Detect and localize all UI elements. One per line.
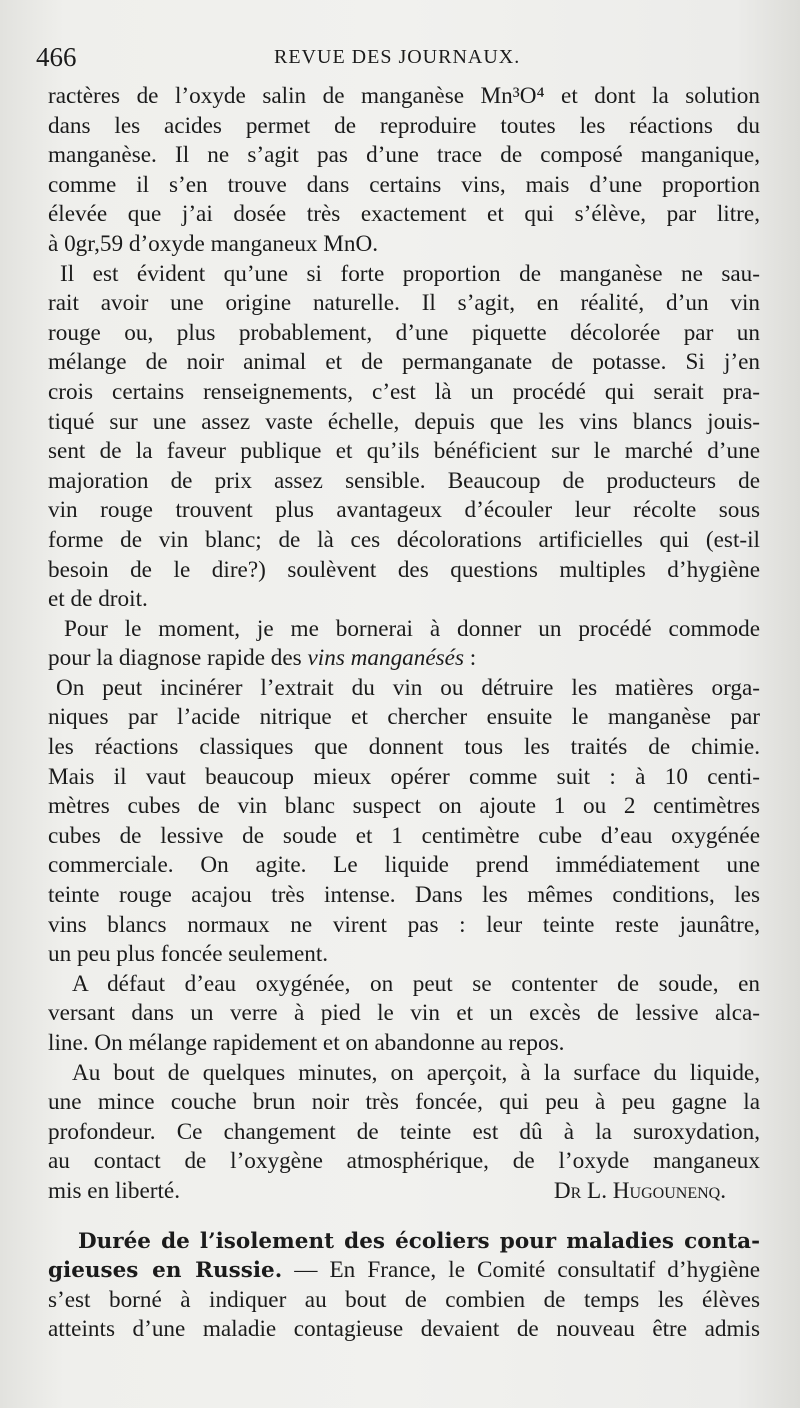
italic-term: vins manganésés [307, 645, 464, 672]
text-line: besoin de le dire?) soulèvent des questions multiples d’hygiène [48, 556, 760, 583]
author-signature: Dr L. Hugounenq. [553, 1177, 726, 1204]
text-line: ractères de l’oxyde salin de manganèse Mn³O⁴ et dont la solution [48, 83, 760, 109]
text-line: Pour le moment, je me bornerai à donner un procédé commode [64, 615, 760, 642]
section-title: Durée de l’isolement des écoliers pour maladies conta- [78, 1228, 760, 1254]
text-fragment: — En France, le Comité consultatif d’hygiène [282, 1257, 761, 1284]
text-line: manganèse. Il ne s’agit pas d’une trace de composé manganique, [48, 142, 760, 169]
text-line: comme il s’en trouve dans certains vins, mais d’une proportion [48, 171, 760, 198]
paragraph-2-body [48, 289, 760, 615]
text-line: forme de vin blanc; de là ces décolorations artificielles qui (est-il [48, 526, 760, 553]
text-line: vin rouge trouvent plus avantageux d’écouler leur récolte sous [48, 497, 760, 524]
text-line: et de droit. [48, 586, 148, 613]
text-line [48, 644, 760, 674]
text-line: On peut incinérer l’extrait du vin ou détruire les matières orga- [56, 674, 760, 701]
text-line: un peu plus foncée seulement. [48, 941, 329, 968]
section-gap [48, 1207, 760, 1227]
paragraph-4 [48, 674, 760, 970]
text-line: majoration de prix assez sensible. Beaucoup de producteurs de [48, 467, 760, 494]
section-title-cont: gieuses en Russie. [48, 1258, 283, 1284]
text-line: rouge ou, plus probablement, d’une piquette décolorée par un [48, 319, 760, 346]
text-line: cubes de lessive de soude et 1 centimètre cube d’eau oxygénée [48, 822, 760, 849]
text-line: une mince couche brun noir très foncée, qui peu à peu gagne la [48, 1089, 760, 1116]
signature-line [48, 1177, 760, 1207]
text-line: à 0gr,59 d’oxyde manganeux MnO. [48, 230, 379, 257]
paragraph-2 [48, 260, 760, 290]
paragraph-5 [48, 970, 760, 1059]
text-line: Mais il vaut beaucoup mieux opérer comme suit : à 10 centi- [48, 763, 760, 790]
text-line: crois certains renseignements, c’est là un procédé qui serait pra- [48, 378, 760, 405]
text-fragment: : [464, 645, 477, 672]
text-line: sent de la faveur publique et qu’ils bénéficient sur le marché d’une [48, 438, 760, 465]
text-line: les réactions classiques que donnent tous les traités de chimie. [48, 734, 760, 761]
section-title-line [48, 1227, 760, 1257]
text-line: rait avoir une origine naturelle. Il s’agit, en réalité, d’un vin [48, 290, 760, 317]
text-line: profondeur. Ce changement de teinte est dû à la suroxydation, [48, 1118, 760, 1145]
text-line: mètres cubes de vin blanc suspect on ajoute 1 ou 2 centimètres [48, 793, 760, 820]
text-line: mélange de noir animal et de permanganate de potasse. Si j’en [48, 349, 760, 376]
text-line: commerciale. On agite. Le liquide prend immédiatement une [48, 852, 760, 879]
text-line: vins blancs normaux ne virent pas : leur teinte reste jaunâtre, [48, 911, 760, 938]
text-line: dans les acides permet de reproduire toutes les réactions du [48, 112, 760, 139]
text-line: Il est évident qu’une si forte proportion de manganèse ne sau- [60, 260, 760, 287]
text-line: atteints d’une maladie contagieuse devaient de nouveau être admis [48, 1316, 760, 1343]
text-line: tiqué sur une assez vaste échelle, depuis que les vins blancs jouis- [48, 408, 760, 435]
text-line: A défaut d’eau oxygénée, on peut se contenter de soude, en [72, 970, 760, 997]
text-line: line. On mélange rapidement et on abandonne au repos. [48, 1030, 565, 1056]
text-line: teinte rouge acajou très intense. Dans les mêmes conditions, les [48, 882, 760, 909]
page-header [36, 40, 760, 76]
running-title: REVUE DES JOURNAUX. [274, 46, 521, 68]
paragraph-6 [48, 1059, 760, 1207]
text-line: niques par l’acide nitrique et chercher ensuite le manganèse par [48, 704, 760, 731]
text-line: mis en liberté. [48, 1177, 181, 1204]
text-line [48, 1256, 760, 1286]
paragraph-3 [48, 615, 760, 674]
text-line: Au bout de quelques minutes, on aperçoit, à la surface du liquide, [72, 1059, 760, 1086]
text-fragment: pour la diagnose rapide des [48, 645, 308, 672]
text-line: s’est borné à indiquer au bout de combien de temps les élèves [48, 1286, 760, 1313]
section-paragraph [48, 1227, 760, 1345]
text-line: élevée que j’ai dosée très exactement et qui s’élève, par litre, [48, 201, 760, 228]
paragraph-1 [48, 82, 760, 260]
page-number: 466 [36, 42, 77, 72]
text-line: versant dans un verre à pied le vin et un excès de lessive alca- [48, 1000, 760, 1027]
text-line: au contact de l’oxygène atmosphérique, de l’oxyde manganeux [48, 1148, 760, 1175]
